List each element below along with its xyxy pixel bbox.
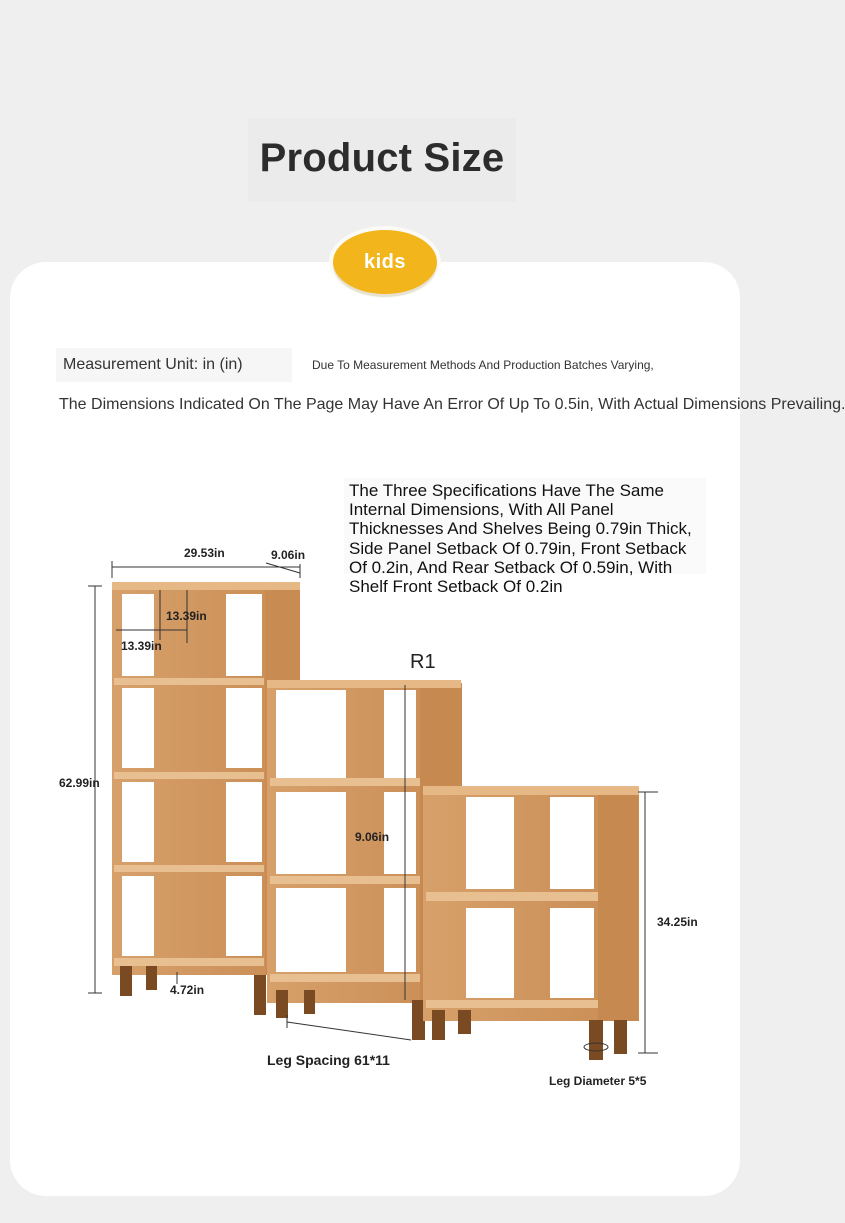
cell-height-label: 13.39in: [121, 639, 162, 653]
width-label: 29.53in: [184, 546, 225, 560]
badge-label: kids: [363, 250, 407, 273]
short-height-label: 34.25in: [657, 915, 698, 929]
leg-diameter-label: Leg Diameter 5*5: [549, 1074, 647, 1088]
page-title: Product Size: [259, 136, 505, 180]
mid-depth-label: 9.06in: [355, 830, 390, 844]
spec-text: The Three Specifications Have The Same Internal Dimensions, With All Panel Thicknesses And Shelves Being 0.79in Thick, Side Panel Setback Of 0.79in, Front Setback Of 0.2in, And Rear Setback Of 0.59in, With Shelf Front Setback Of 0.2in: [349, 481, 692, 597]
measurement-unit: Measurement Unit: in (in): [56, 348, 292, 382]
cell-width-label: 13.39in: [166, 609, 207, 623]
radius-label: R1: [410, 651, 436, 673]
short-shelf: [423, 786, 639, 1060]
leg-height-label: 4.72in: [170, 983, 205, 997]
batch-note: Due To Measurement Methods And Production Batches Varying,: [312, 358, 654, 372]
error-note: The Dimensions Indicated On The Page May Have An Error Of Up To 0.5in, With Actual Dimensions Prevailing.: [59, 396, 845, 413]
tall-height-label: 62.99in: [59, 776, 100, 790]
depth-label: 9.06in: [271, 548, 306, 562]
leg-spacing-label: Leg Spacing 61*11: [267, 1052, 390, 1068]
